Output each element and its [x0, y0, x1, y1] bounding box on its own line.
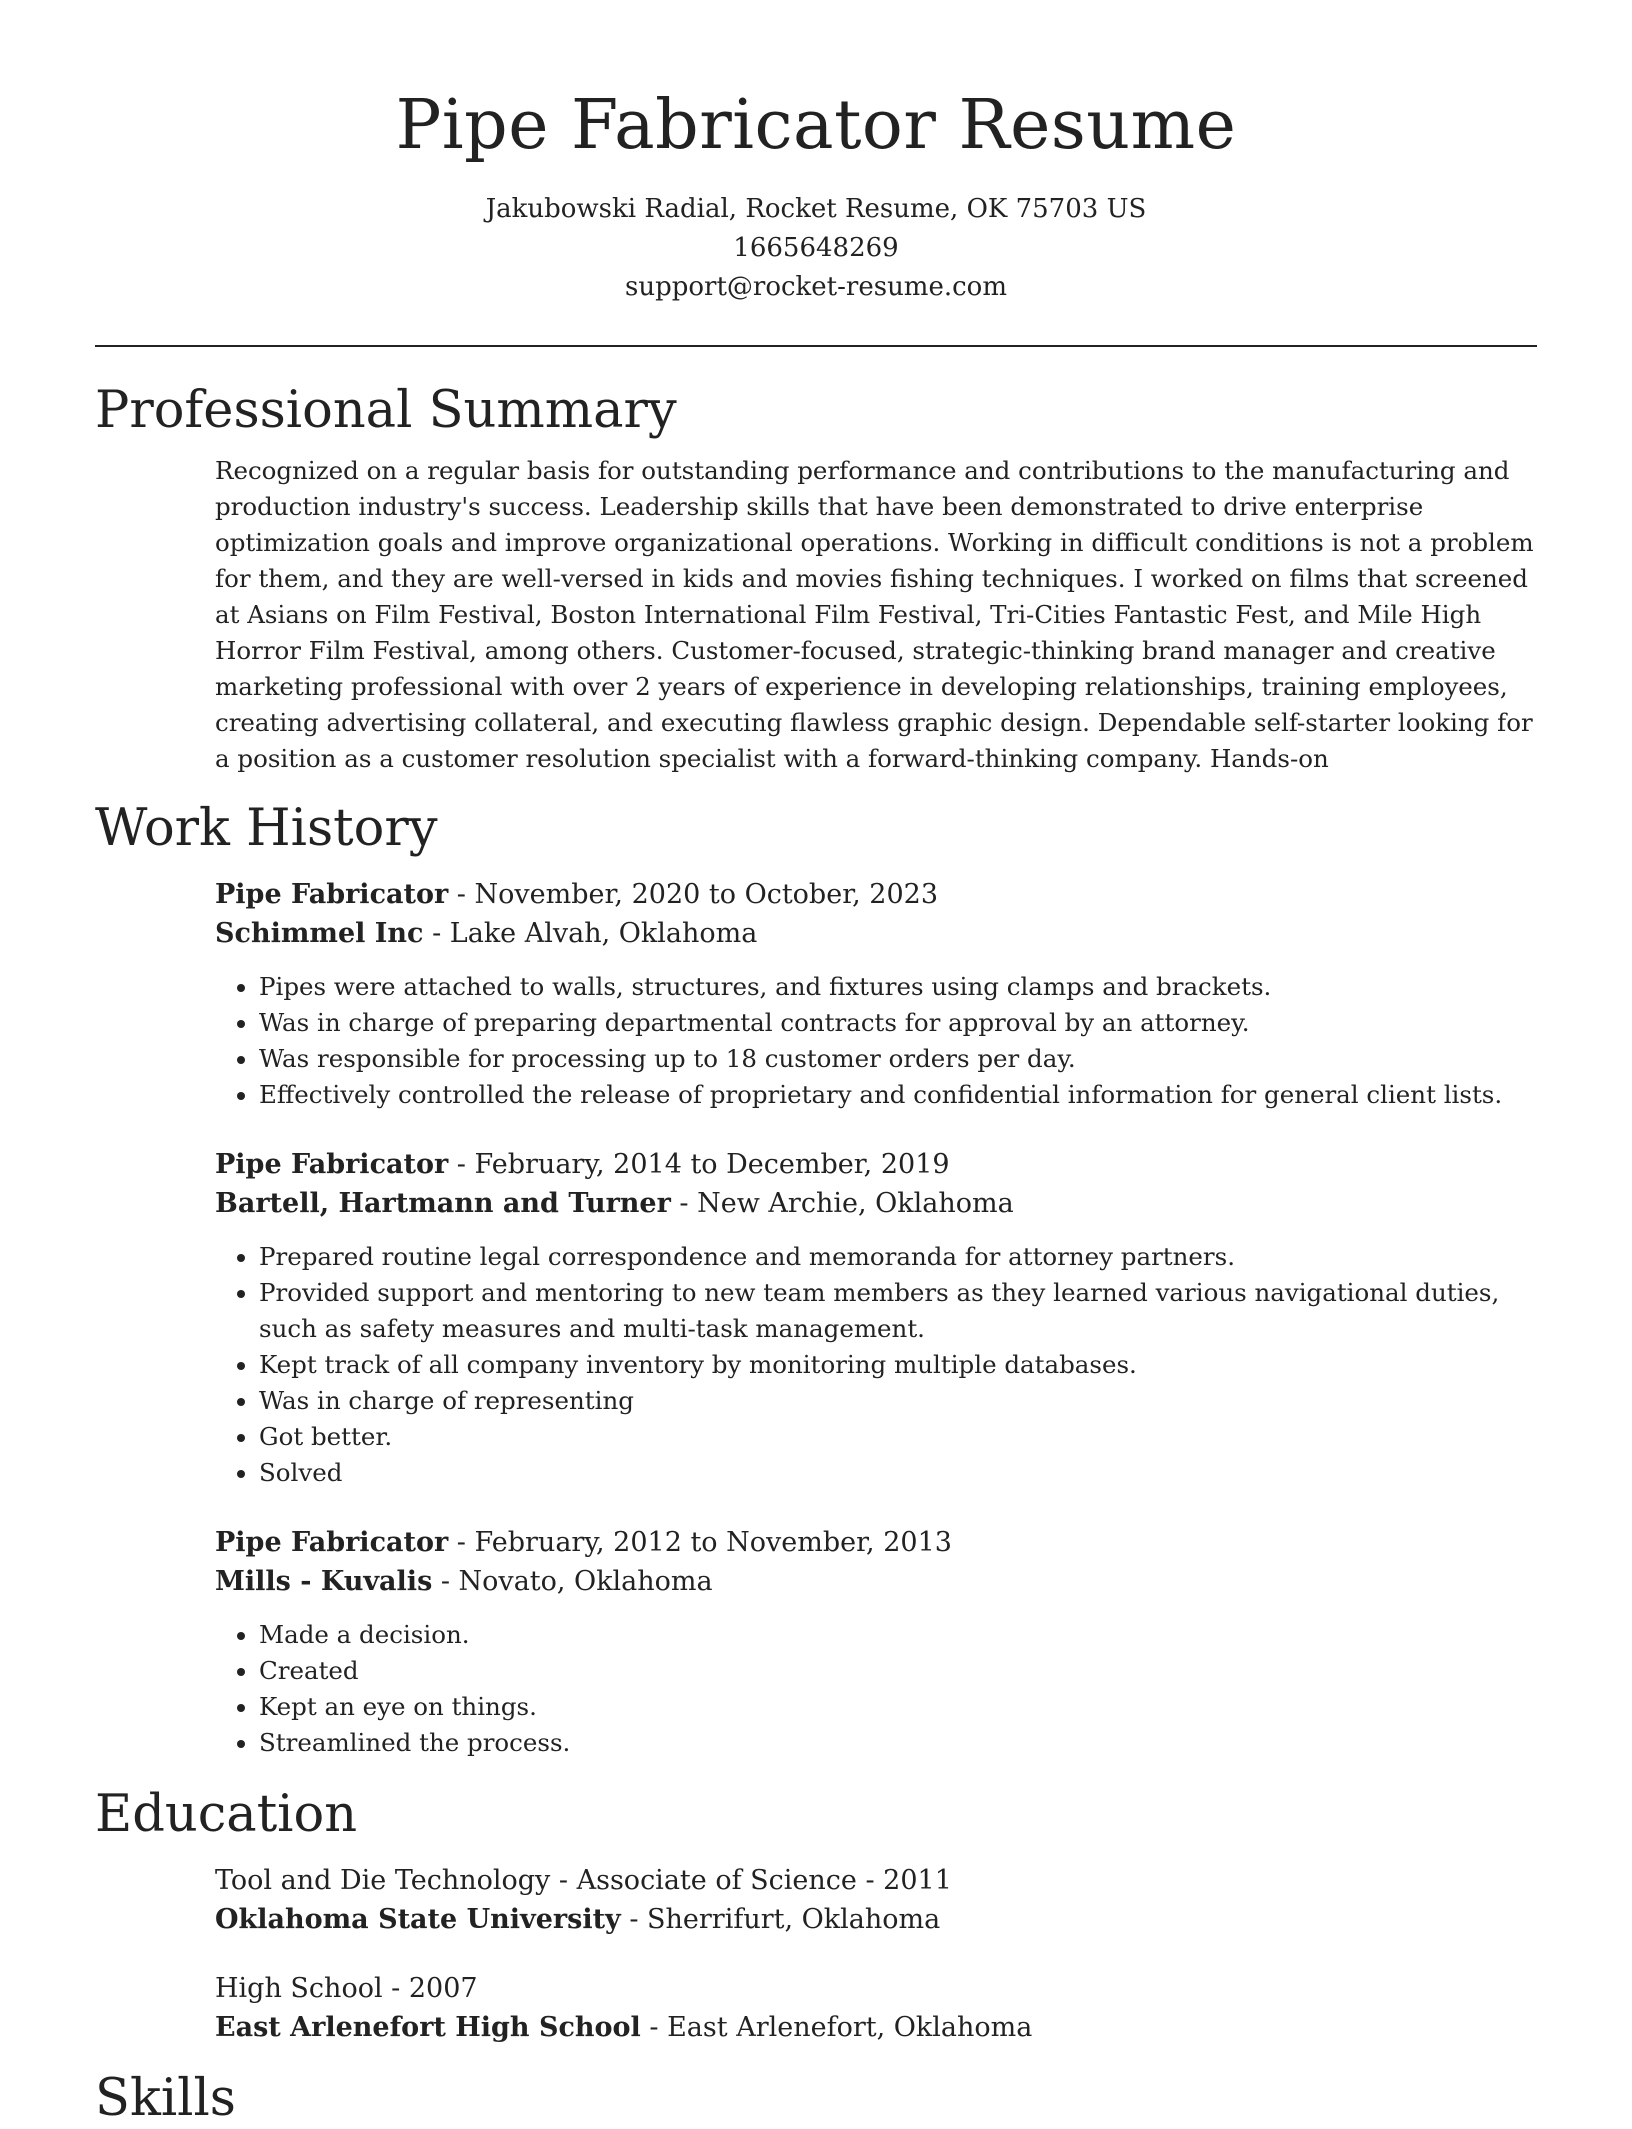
job-location: - Novato, Oklahoma — [432, 1566, 713, 1597]
job-company-line — [215, 914, 1537, 953]
list-item: • Prepared routine legal correspondence and memoranda for attorney partners. — [259, 1239, 1537, 1275]
contact-address: Jakubowski Radial, Rocket Resume, OK 75703 US — [485, 194, 1147, 224]
contact-email: support@rocket-resume.com — [624, 272, 1007, 302]
job-title: Pipe Fabricator — [215, 879, 449, 910]
header-divider — [95, 345, 1537, 347]
job-title: Pipe Fabricator — [215, 1149, 449, 1180]
work-history-list — [215, 875, 1537, 1761]
job-company-line — [215, 1184, 1537, 1223]
list-item: • Created — [259, 1653, 1537, 1689]
job-dates: - November, 2020 to October, 2023 — [448, 879, 939, 910]
education-school-line — [215, 1900, 1537, 1939]
skills-heading: Skills — [95, 2069, 236, 2128]
resume-header — [95, 0, 1537, 307]
list-item: • Solved — [259, 1455, 1537, 1491]
education-location: - Sherrifurt, Oklahoma — [620, 1904, 941, 1935]
list-item: • Streamlined the process. — [259, 1725, 1537, 1761]
education-location: - East Arlenefort, Oklahoma — [640, 2012, 1033, 2043]
resume-page — [95, 0, 1537, 2129]
summary-heading: Professional Summary — [95, 381, 677, 440]
list-item: • Was in charge of representing — [259, 1383, 1537, 1419]
job-dates: - February, 2014 to December, 2019 — [448, 1149, 950, 1180]
education-school: East Arlenefort High School — [215, 2012, 641, 2043]
education-list — [215, 1861, 1537, 2047]
list-item: • Made a decision. — [259, 1617, 1537, 1653]
list-item: • Pipes were attached to walls, structures, and fixtures using clamps and brackets. — [259, 969, 1537, 1005]
page-title: Pipe Fabricator Resume — [395, 86, 1237, 165]
list-item: • Provided support and mentoring to new team members as they learned various navigational duties, such as safety measures and multi-task management. — [259, 1275, 1537, 1347]
education-degree: Tool and Die Technology - Associate of Science - 2011 — [215, 1865, 952, 1896]
contact-phone: 1665648269 — [733, 233, 899, 263]
job-title-line — [215, 1145, 1537, 1184]
summary-text: Recognized on a regular basis for outstanding performance and contributions to the manufacturing and production industry's success. Leadership skills that have been demonstrated to drive enterprise optimization goals and improve organizational operations. Working in difficult conditions is not a problem for them, and they are well-versed in kids and movies fishing techniques. I worked on films that screened at Asians on Film Festival, Boston International Film Festival, Tri-Cities Fantastic Fest, and Mile High Horror Film Festival, among others. Customer-focused, strategic-thinking brand manager and creative marketing professional with over 2 years of experience in developing relationships, training employees, creating advertising collateral, and executing flawless graphic design. Dependable self-starter looking for a position as a customer resolution specialist with a forward-thinking company. Hands-on — [215, 456, 1534, 773]
list-item: • Got better. — [259, 1419, 1537, 1455]
list-item: • Kept track of all company inventory by monitoring multiple databases. — [259, 1347, 1537, 1383]
job-dates: - February, 2012 to November, 2013 — [448, 1527, 952, 1558]
list-item: • Effectively controlled the release of proprietary and confidential information for general client lists. — [259, 1077, 1537, 1113]
job-title-line — [215, 875, 1537, 914]
education-entry — [215, 1861, 1537, 1939]
education-entry — [215, 1969, 1537, 2047]
job-entry — [215, 1145, 1537, 1491]
education-degree: High School - 2007 — [215, 1973, 478, 2004]
job-company: Bartell, Hartmann and Turner — [215, 1188, 671, 1219]
job-title: Pipe Fabricator — [215, 1527, 449, 1558]
job-title-line — [215, 1523, 1537, 1562]
list-item: • Was responsible for processing up to 18 customer orders per day. — [259, 1041, 1537, 1077]
job-bullets — [215, 1239, 1537, 1491]
job-company: Schimmel Inc — [215, 918, 424, 949]
list-item: • Was in charge of preparing departmental contracts for approval by an attorney. — [259, 1005, 1537, 1041]
job-entry — [215, 875, 1537, 1113]
job-company-line — [215, 1562, 1537, 1601]
education-school: Oklahoma State University — [215, 1904, 621, 1935]
work-history-heading: Work History — [95, 799, 438, 858]
education-heading: Education — [95, 1785, 358, 1844]
job-company: Mills - Kuvalis — [215, 1566, 433, 1597]
education-school-line — [215, 2008, 1537, 2047]
job-location: - Lake Alvah, Oklahoma — [423, 918, 758, 949]
job-entry — [215, 1523, 1537, 1761]
job-bullets — [215, 1617, 1537, 1761]
job-bullets — [215, 969, 1537, 1113]
job-location: - New Archie, Oklahoma — [670, 1188, 1014, 1219]
list-item: • Kept an eye on things. — [259, 1689, 1537, 1725]
